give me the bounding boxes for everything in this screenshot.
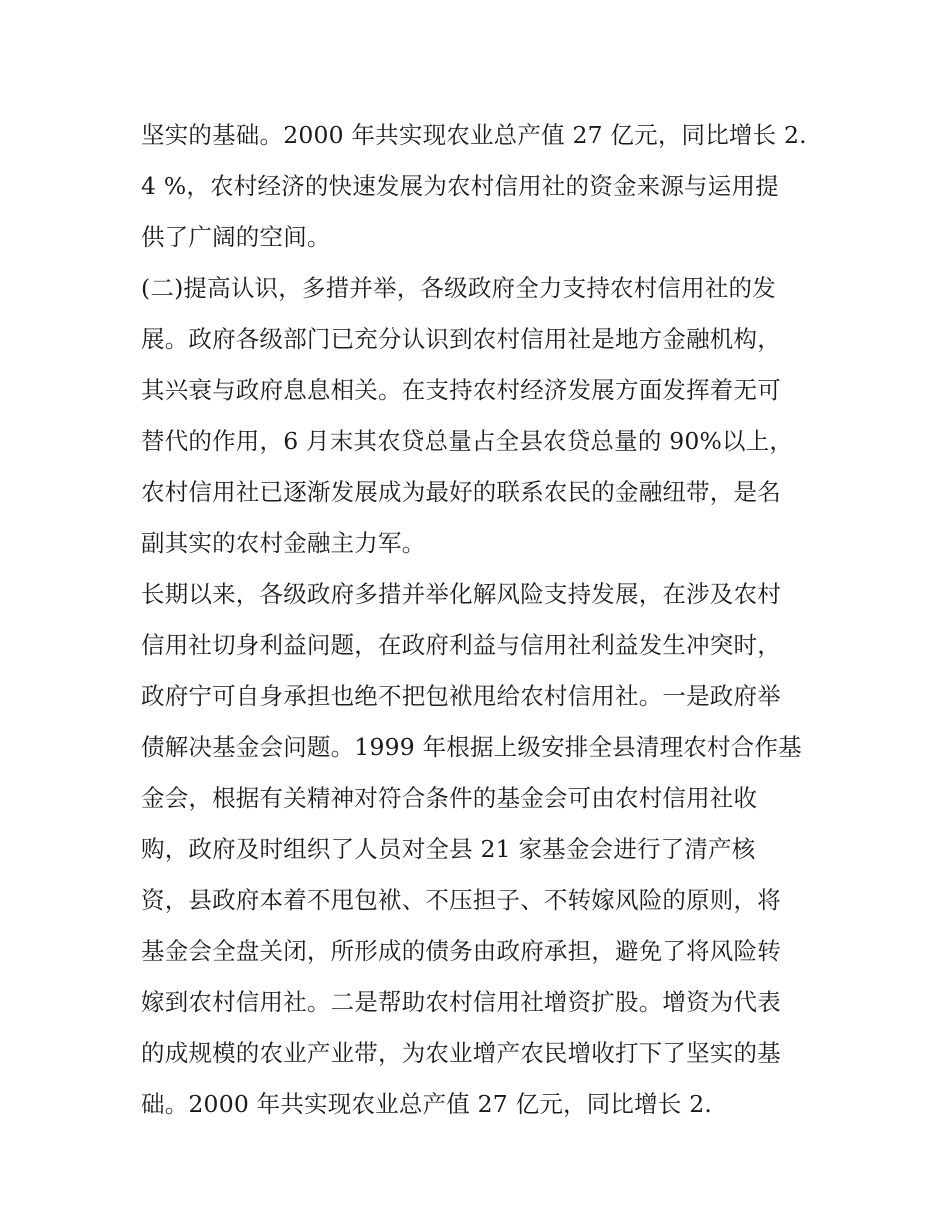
text-line: 其兴衰与政府息息相关。在支持农村经济发展方面发挥着无可: [141, 376, 781, 404]
text-line: 信用社切身利益问题，在政府利益与信用社利益发生冲突时，: [141, 631, 781, 659]
text-line: 4 %，农村经济的快速发展为农村信用社的资金来源与运用提: [141, 172, 779, 200]
text-line: 展。政府各级部门已充分认识到农村信用社是地方金融机构，: [141, 325, 781, 353]
document-body: [141, 110, 821, 1130]
text-line: 供了广阔的空间。: [141, 223, 331, 251]
text-line: 政府宁可自身承担也绝不把包袱甩给农村信用社。一是政府举: [141, 682, 781, 710]
text-line: 购，政府及时组织了人员对全县 21 家基金会进行了清产核: [141, 835, 756, 863]
text-line: 础。2000 年共实现农业总产值 27 亿元，同比增长 2.: [141, 1090, 713, 1118]
text-line: 替代的作用，6 月末其农贷总量占全县农贷总量的 90%以上，: [141, 427, 794, 455]
text-line: 长期以来，各级政府多措并举化解风险支持发展，在涉及农村: [141, 580, 781, 608]
text-line: (二)提高认识，多措并举，各级政府全力支持农村信用社的发: [141, 274, 776, 302]
text-line: 基金会全盘关闭，所形成的债务由政府承担，避免了将风险转: [141, 937, 781, 965]
text-line: 的成规模的农业产业带，为农业增产农民增收打下了坚实的基: [141, 1039, 781, 1067]
text-line: 农村信用社已逐渐发展成为最好的联系农民的金融纽带，是名: [141, 478, 781, 506]
text-line: 坚实的基础。2000 年共实现农业总产值 27 亿元，同比增长 2.: [141, 121, 807, 149]
text-line: 资，县政府本着不甩包袱、不压担子、不转嫁风险的原则，将: [141, 886, 781, 914]
text-line: 副其实的农村金融主力军。: [141, 529, 426, 557]
text-line: 债解决基金会问题。1999 年根据上级安排全县清理农村合作基: [141, 733, 802, 761]
text-line: 金会，根据有关精神对符合条件的基金会可由农村信用社收: [141, 784, 758, 812]
text-line: 嫁到农村信用社。二是帮助农村信用社增资扩股。增资为代表: [141, 988, 781, 1016]
